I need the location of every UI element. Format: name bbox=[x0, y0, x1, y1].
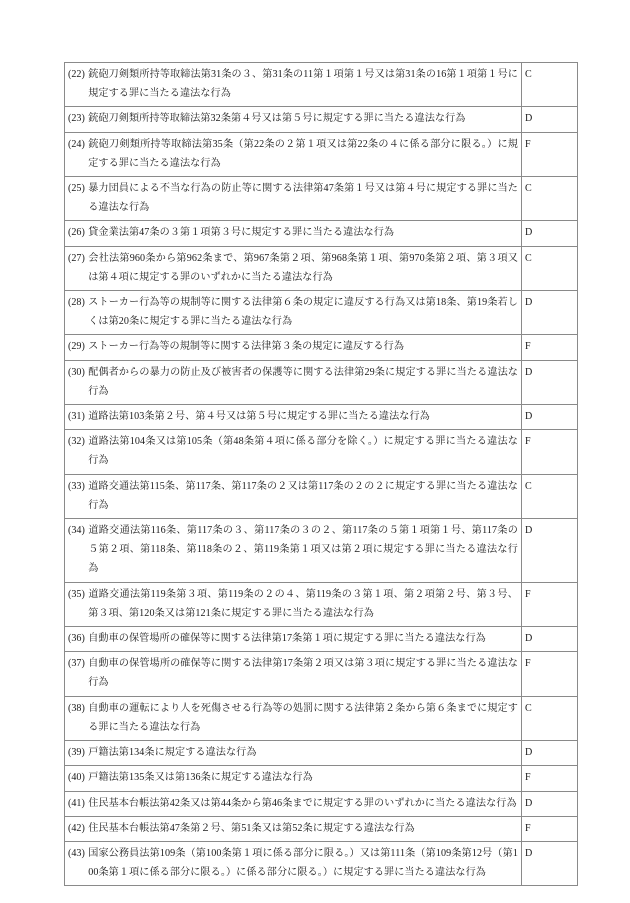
row-description-cell bbox=[65, 582, 522, 626]
row-description bbox=[68, 629, 518, 648]
row-description bbox=[68, 65, 518, 103]
row-grade-cell: D bbox=[522, 405, 578, 430]
row-description bbox=[68, 794, 518, 813]
row-text: ストーカー行為等の規制等に関する法律第６条の規定に違反する行為又は第18条、第19条若しくは第20条に規定する罪に当たる違法な行為 bbox=[88, 297, 518, 328]
row-description-cell bbox=[65, 741, 522, 766]
row-grade-cell: F bbox=[522, 582, 578, 626]
row-description-cell bbox=[65, 335, 522, 360]
row-description-cell bbox=[65, 791, 522, 816]
row-text: 道路法第104条又は第105条（第48条第４項に係る部分を除く。）に規定する罪に当たる違法な行為 bbox=[88, 436, 518, 467]
row-number: (37) bbox=[68, 658, 85, 670]
table-row bbox=[65, 132, 578, 176]
table-row bbox=[65, 582, 578, 626]
table-row bbox=[65, 696, 578, 740]
schedule-table-container bbox=[64, 62, 563, 886]
row-number: (22) bbox=[68, 69, 85, 80]
row-description-cell bbox=[65, 519, 522, 583]
row-grade-cell: D bbox=[522, 519, 578, 583]
row-description-cell bbox=[65, 766, 522, 791]
table-row bbox=[65, 519, 578, 583]
table-row bbox=[65, 741, 578, 766]
row-number: (40) bbox=[68, 772, 85, 784]
row-grade-cell: F bbox=[522, 766, 578, 791]
row-description bbox=[68, 432, 518, 470]
row-text: 道路交通法第115条、第117条、第117条の２又は第117条の２の２に規定する罪に当たる違法な行為 bbox=[88, 480, 518, 511]
row-description bbox=[68, 407, 518, 426]
row-description bbox=[68, 585, 518, 623]
row-text: 道路法第103条第２号、第４号又は第５号に規定する罪に当たる違法な行為 bbox=[88, 411, 430, 423]
row-grade-cell: D bbox=[522, 791, 578, 816]
row-description-cell bbox=[65, 360, 522, 404]
row-description-cell bbox=[65, 107, 522, 132]
row-text: 銃砲刀剣類所持等取締法第31条の３、第31条の11第１項第１号又は第31条の16第１項第１号に規定する罪に当たる違法な行為 bbox=[88, 69, 518, 100]
row-text: 貸金業法第47条の３第１項第３号に規定する罪に当たる違法な行為 bbox=[88, 227, 395, 239]
row-grade-cell: F bbox=[522, 132, 578, 176]
table-row bbox=[65, 791, 578, 816]
table-row bbox=[65, 360, 578, 404]
schedule-table-body bbox=[65, 63, 578, 886]
row-description bbox=[68, 179, 518, 217]
row-grade-cell: C bbox=[522, 63, 578, 107]
row-grade-cell: C bbox=[522, 246, 578, 290]
row-number: (31) bbox=[68, 411, 85, 423]
row-description-cell bbox=[65, 474, 522, 518]
row-grade-cell: D bbox=[522, 841, 578, 885]
row-description bbox=[68, 477, 518, 515]
row-description bbox=[68, 521, 518, 579]
row-number: (34) bbox=[68, 525, 85, 537]
row-grade-cell: D bbox=[522, 360, 578, 404]
row-description-cell bbox=[65, 652, 522, 696]
schedule-table bbox=[64, 62, 578, 886]
row-description-cell bbox=[65, 221, 522, 246]
row-grade-cell: F bbox=[522, 816, 578, 841]
row-number: (24) bbox=[68, 138, 85, 150]
row-number: (28) bbox=[68, 297, 85, 309]
row-text: 銃砲刀剣類所持等取締法第35条（第22条の２第１項又は第22条の４に係る部分に限る。）に規定する罪に当たる違法な行為 bbox=[88, 138, 518, 169]
row-number: (32) bbox=[68, 436, 85, 448]
table-row bbox=[65, 221, 578, 246]
row-description-cell bbox=[65, 841, 522, 885]
row-grade-cell: C bbox=[522, 177, 578, 221]
row-text: 戸籍法第134条に規定する違法な行為 bbox=[88, 747, 257, 759]
row-description-cell bbox=[65, 696, 522, 740]
row-number: (39) bbox=[68, 747, 85, 759]
row-description bbox=[68, 293, 518, 331]
row-description-cell bbox=[65, 405, 522, 430]
row-description bbox=[68, 223, 518, 242]
row-grade-cell: D bbox=[522, 107, 578, 132]
row-number: (27) bbox=[68, 252, 85, 264]
row-text: 会社法第960条から第962条まで、第967条第２項、第968条第１項、第970条第２項、第３項又は第４項に規定する罪のいずれかに当たる違法な行為 bbox=[88, 252, 518, 283]
row-grade-cell: F bbox=[522, 335, 578, 360]
row-description bbox=[68, 819, 518, 838]
row-description-cell bbox=[65, 816, 522, 841]
table-row bbox=[65, 405, 578, 430]
table-row bbox=[65, 107, 578, 132]
row-description bbox=[68, 363, 518, 401]
row-number: (38) bbox=[68, 702, 85, 714]
row-number: (26) bbox=[68, 227, 85, 239]
row-number: (25) bbox=[68, 183, 85, 195]
row-description bbox=[68, 743, 518, 762]
row-text: 住民基本台帳法第47条第２号、第51条又は第52条に規定する違法な行為 bbox=[88, 822, 415, 834]
row-number: (33) bbox=[68, 480, 85, 492]
row-description-cell bbox=[65, 430, 522, 474]
row-number: (41) bbox=[68, 797, 85, 809]
row-grade-cell: F bbox=[522, 652, 578, 696]
row-description bbox=[68, 337, 518, 356]
row-description-cell bbox=[65, 291, 522, 335]
row-description-cell bbox=[65, 627, 522, 652]
row-text: 自動車の保管場所の確保等に関する法律第17条第１項に規定する罪に当たる違法な行為 bbox=[88, 633, 486, 645]
table-row bbox=[65, 291, 578, 335]
table-row bbox=[65, 474, 578, 518]
table-row bbox=[65, 335, 578, 360]
table-row bbox=[65, 816, 578, 841]
row-grade-cell: D bbox=[522, 741, 578, 766]
row-text: 自動車の保管場所の確保等に関する法律第17条第２項又は第３項に規定する罪に当たる違法な行為 bbox=[88, 658, 518, 689]
row-text: 配偶者からの暴力の防止及び被害者の保護等に関する法律第29条に規定する罪に当たる違法な行為 bbox=[88, 366, 518, 397]
table-row bbox=[65, 627, 578, 652]
row-grade-cell: C bbox=[522, 696, 578, 740]
row-grade-cell: D bbox=[522, 627, 578, 652]
row-description bbox=[68, 699, 518, 737]
row-number: (30) bbox=[68, 366, 85, 378]
row-text: 国家公務員法第109条（第100条第１項に係る部分に限る。）又は第111条（第109条第12号（第100条第１項に係る部分に限る。）に係る部分に限る。）に規定する罪に当たる違法な行為 bbox=[88, 847, 518, 879]
row-grade-cell: D bbox=[522, 221, 578, 246]
row-grade-cell: D bbox=[522, 291, 578, 335]
row-description-cell bbox=[65, 132, 522, 176]
table-row bbox=[65, 177, 578, 221]
row-grade-cell: C bbox=[522, 474, 578, 518]
row-number: (23) bbox=[68, 113, 85, 125]
table-row bbox=[65, 63, 578, 107]
table-row bbox=[65, 841, 578, 885]
row-number: (42) bbox=[68, 822, 85, 834]
row-description-cell bbox=[65, 63, 522, 107]
table-row bbox=[65, 430, 578, 474]
row-text: 銃砲刀剣類所持等取締法第32条第４号又は第５号に規定する罪に当たる違法な行為 bbox=[88, 113, 466, 125]
row-number: (29) bbox=[68, 341, 85, 353]
row-grade-cell: F bbox=[522, 430, 578, 474]
row-text: 自動車の運転により人を死傷させる行為等の処罰に関する法律第２条から第６条までに規定する罪に当たる違法な行為 bbox=[88, 702, 518, 733]
row-description bbox=[68, 768, 518, 787]
table-row bbox=[65, 246, 578, 290]
row-number: (35) bbox=[68, 588, 85, 600]
row-description-cell bbox=[65, 246, 522, 290]
table-row bbox=[65, 652, 578, 696]
row-number: (36) bbox=[68, 633, 85, 645]
table-row bbox=[65, 766, 578, 791]
row-description bbox=[68, 654, 518, 692]
row-text: 道路交通法第116条、第117条の３、第117条の３の２、第117条の５第１項第１号、第117条の５第２項、第118条、第118条の２、第119条第１項又は第２項に規定する罪に当たる違法な行為 bbox=[88, 525, 518, 575]
row-text: 戸籍法第135条又は第136条に規定する違法な行為 bbox=[88, 772, 313, 784]
row-text: 道路交通法第119条第３項、第119条の２の４、第119条の３第１項、第２項第２号、第３号、第３項、第120条又は第121条に規定する罪に当たる違法な行為 bbox=[88, 588, 518, 619]
row-description bbox=[68, 249, 518, 287]
row-text: 住民基本台帳法第42条又は第44条から第46条までに規定する罪のいずれかに当たる違法な行為 bbox=[88, 797, 517, 809]
row-number: (43) bbox=[68, 847, 85, 859]
row-description bbox=[68, 109, 518, 128]
row-description bbox=[68, 135, 518, 173]
row-description-cell bbox=[65, 177, 522, 221]
row-text: 暴力団員による不当な行為の防止等に関する法律第47条第１号又は第４号に規定する罪に当たる違法な行為 bbox=[88, 183, 518, 214]
row-description bbox=[68, 844, 518, 882]
row-text: ストーカー行為等の規制等に関する法律第３条の規定に違反する行為 bbox=[88, 341, 405, 353]
